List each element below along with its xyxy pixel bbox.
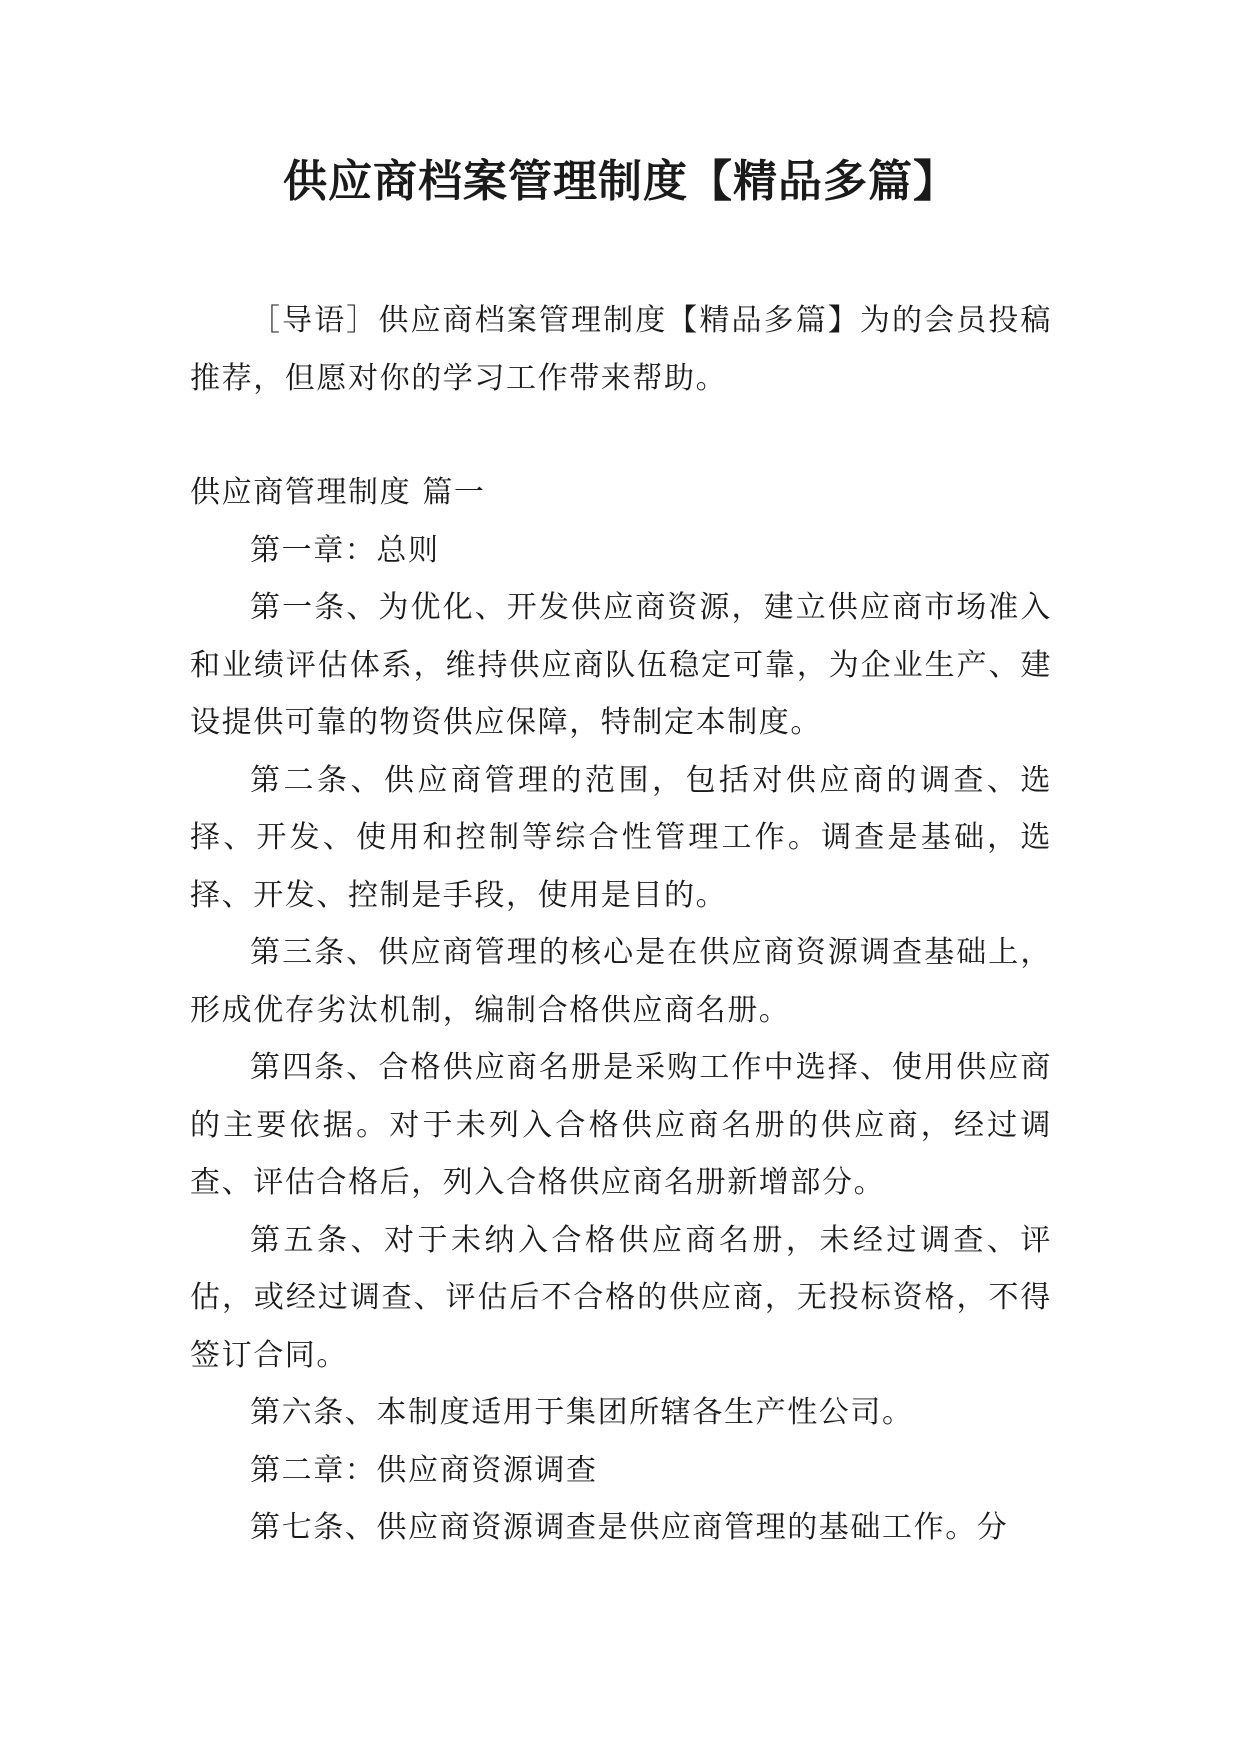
article-paragraph: 第二条、供应商管理的范围，包括对供应商的调查、选择、开发、使用和控制等综合性管理工作。调查是基础，选择、开发、控制是手段，使用是目的。 [190,762,1052,913]
document-body [190,292,1052,1557]
article-paragraph: 第四条、合格供应商名册是采购工作中选择、使用供应商的主要依据。对于未列入合格供应商名册的供应商，经过调查、评估合格后，列入合格供应商名册新增部分。 [190,1050,1052,1200]
article-paragraph: 第三条、供应商管理的核心是在供应商资源调查基础上，形成优存劣汰机制，编制合格供应商名册。 [190,935,1052,1028]
article-paragraph: 第七条、供应商资源调查是供应商管理的基础工作。分 [250,1510,1009,1545]
chapter-heading: 第二章：供应商资源调查 [250,1452,598,1488]
chapter-heading: 第一章：总则 [250,532,440,568]
article-paragraph: 第五条、对于未纳入合格供应商名册，未经过调查、评估，或经过调查、评估后不合格的供应商，无投标资格，不得签订合同。 [190,1222,1052,1373]
article-paragraph: 第六条、本制度适用于集团所辖各生产性公司。 [250,1395,914,1430]
document-title: 供应商档案管理制度【精品多篇】 [283,156,958,207]
section-heading: 供应商管理制度 篇一 [190,475,486,510]
article-paragraph: 第一条、为优化、开发供应商资源，建立供应商市场准入和业绩评估体系，维持供应商队伍稳定可靠，为企业生产、建设提供可靠的物资供应保障，特制定本制度。 [190,590,1052,740]
intro-paragraph: ［导语］供应商档案管理制度【精品多篇】为的会员投稿推荐，但愿对你的学习工作带来帮助。 [190,303,1052,396]
